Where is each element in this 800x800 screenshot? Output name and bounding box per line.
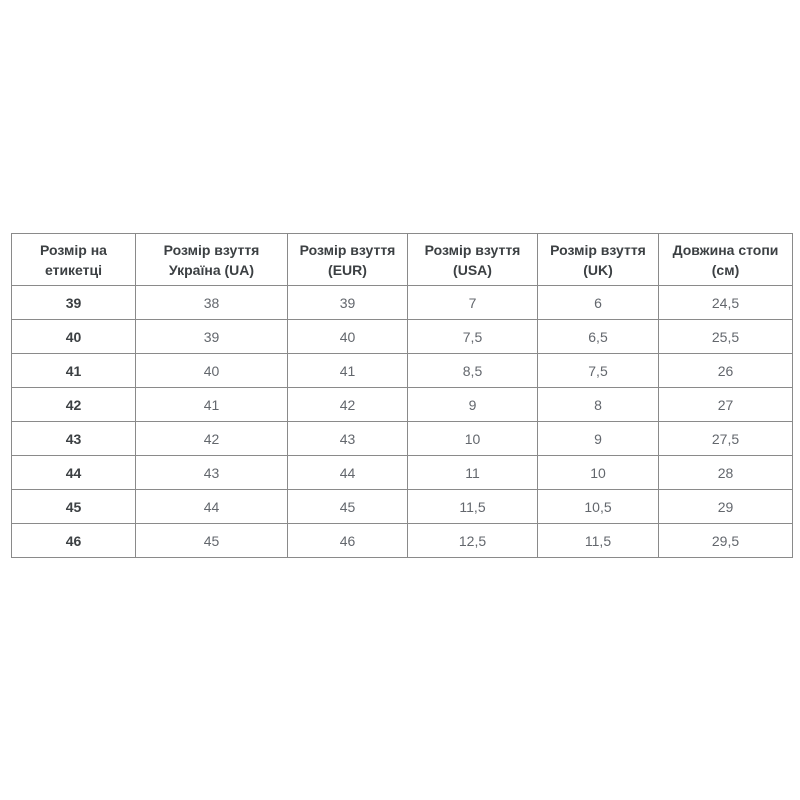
size-value-cell: 41: [288, 354, 408, 388]
size-label-cell: 39: [12, 286, 136, 320]
size-value-cell: 29,5: [659, 524, 793, 558]
size-value-cell: 45: [288, 490, 408, 524]
table-row: [12, 286, 793, 320]
size-value-cell: 29: [659, 490, 793, 524]
size-label-cell: 45: [12, 490, 136, 524]
size-value-cell: 40: [288, 320, 408, 354]
size-value-cell: 8: [538, 388, 659, 422]
size-value-cell: 6: [538, 286, 659, 320]
table-row: [12, 490, 793, 524]
table-row: [12, 422, 793, 456]
size-value-cell: 42: [136, 422, 288, 456]
header-size-eur: Розмір взуття (EUR): [288, 234, 408, 286]
size-label-cell: 46: [12, 524, 136, 558]
header-size-ua: Розмір взуття Україна (UA): [136, 234, 288, 286]
size-value-cell: 11,5: [538, 524, 659, 558]
size-label-cell: 41: [12, 354, 136, 388]
table-row: [12, 456, 793, 490]
size-value-cell: 10,5: [538, 490, 659, 524]
size-value-cell: 28: [659, 456, 793, 490]
table-body: [12, 286, 793, 558]
size-table-container: [11, 233, 792, 558]
size-value-cell: 24,5: [659, 286, 793, 320]
header-foot-length: Довжина стопи (см): [659, 234, 793, 286]
size-value-cell: 26: [659, 354, 793, 388]
size-value-cell: 44: [288, 456, 408, 490]
size-value-cell: 12,5: [408, 524, 538, 558]
size-value-cell: 40: [136, 354, 288, 388]
size-value-cell: 44: [136, 490, 288, 524]
size-value-cell: 25,5: [659, 320, 793, 354]
table-row: [12, 354, 793, 388]
table-row: [12, 320, 793, 354]
size-value-cell: 7,5: [408, 320, 538, 354]
size-value-cell: 9: [538, 422, 659, 456]
size-value-cell: 46: [288, 524, 408, 558]
size-value-cell: 43: [288, 422, 408, 456]
size-value-cell: 8,5: [408, 354, 538, 388]
size-value-cell: 39: [288, 286, 408, 320]
header-size-usa: Розмір взуття (USA): [408, 234, 538, 286]
size-value-cell: 42: [288, 388, 408, 422]
size-value-cell: 11,5: [408, 490, 538, 524]
size-value-cell: 7,5: [538, 354, 659, 388]
table-header-row: [12, 234, 793, 286]
size-label-cell: 40: [12, 320, 136, 354]
header-size-on-label: Розмір на етикетці: [12, 234, 136, 286]
size-value-cell: 38: [136, 286, 288, 320]
table-row: [12, 388, 793, 422]
shoe-size-table: [11, 233, 793, 558]
size-label-cell: 44: [12, 456, 136, 490]
size-value-cell: 27: [659, 388, 793, 422]
table-row: [12, 524, 793, 558]
size-value-cell: 7: [408, 286, 538, 320]
size-label-cell: 43: [12, 422, 136, 456]
size-value-cell: 10: [538, 456, 659, 490]
size-value-cell: 45: [136, 524, 288, 558]
size-value-cell: 27,5: [659, 422, 793, 456]
size-value-cell: 43: [136, 456, 288, 490]
size-value-cell: 39: [136, 320, 288, 354]
size-value-cell: 6,5: [538, 320, 659, 354]
size-label-cell: 42: [12, 388, 136, 422]
size-value-cell: 41: [136, 388, 288, 422]
size-value-cell: 10: [408, 422, 538, 456]
size-value-cell: 11: [408, 456, 538, 490]
size-value-cell: 9: [408, 388, 538, 422]
header-size-uk: Розмір взуття (UK): [538, 234, 659, 286]
